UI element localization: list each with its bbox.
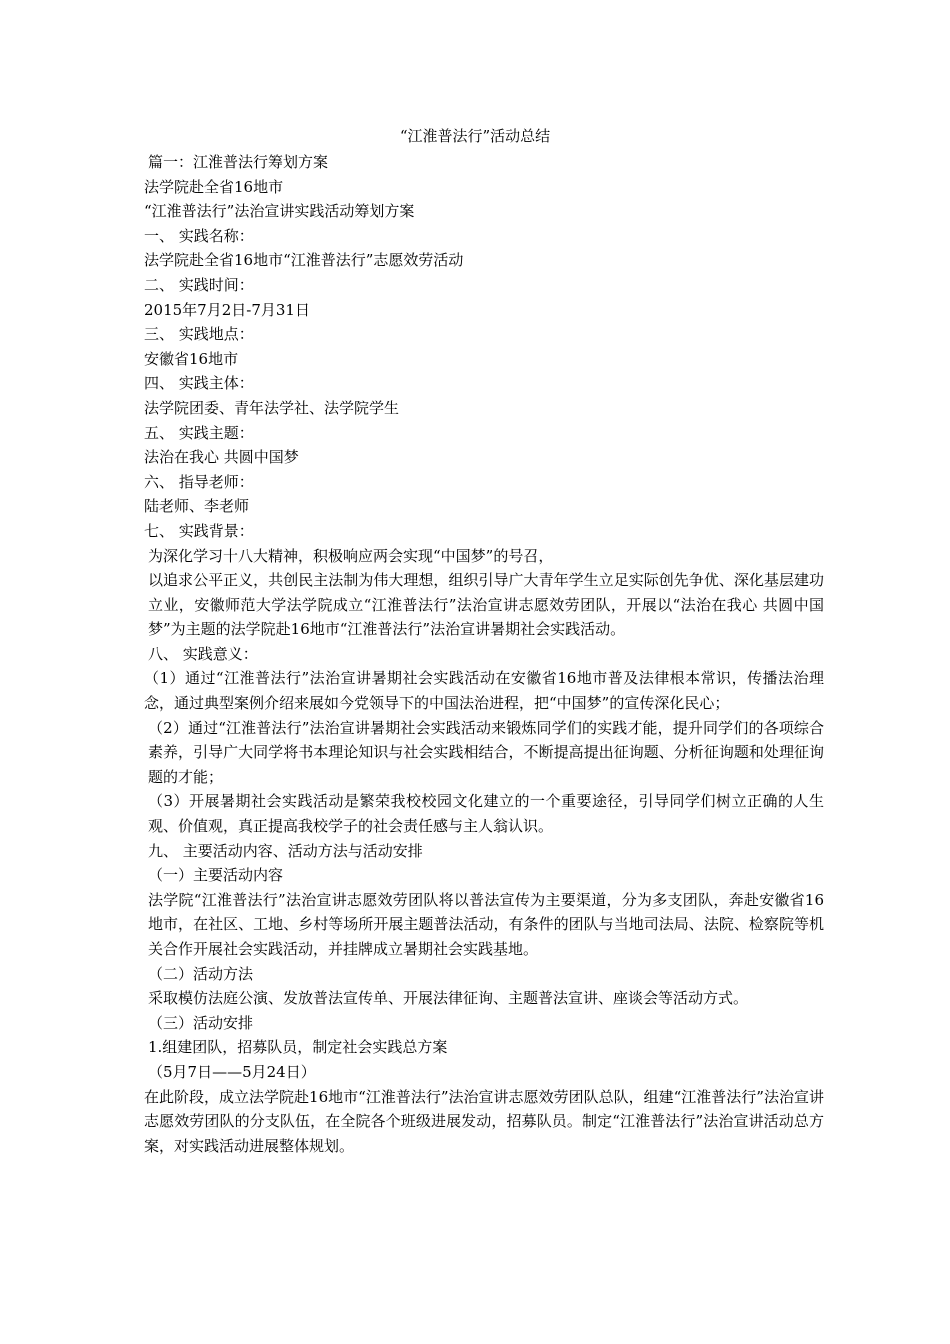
text-line: 采取模仿法庭公演、发放普法宣传单、开展法律征询、主题普法宣讲、座谈会等活动方式。 xyxy=(148,989,749,1008)
text-line: 为深化学习十八大精神，积极响应两会实现“中国梦”的号召， xyxy=(148,546,554,565)
text-line: 法学院赴全省16地市 xyxy=(144,177,284,196)
document-body xyxy=(144,150,824,1158)
document-title: “江淮普法行”活动总结 xyxy=(399,127,551,145)
section-heading: 六、 指导老师： xyxy=(144,472,254,491)
paragraph: 法学院“江淮普法行”法治宣讲志愿效劳团队将以普法宣传为主要渠道，分为多支团队，奔赴安徽省16地市，在社区、工地、乡村等场所开展主题普法活动，有条件的团队与当地司法局、法院、检察院等机关合作开展社会实践活动，并挂牌成立暑期社会实践基地。 xyxy=(148,890,824,958)
paragraph: （1）通过“江淮普法行”法治宣讲暑期社会实践活动在安徽省16地市普及法律根本常识，传播法治理念，通过典型案例介绍来展如今党领导下的中国法治进程，把“中国梦”的宣传深化民心； xyxy=(144,669,824,713)
subsection-heading: （二）活动方法 xyxy=(148,964,254,983)
text-line: （5月7日——5月24日） xyxy=(148,1062,316,1081)
section-heading: 四、 实践主体： xyxy=(144,374,254,393)
text-line: “江淮普法行”法治宣讲实践活动筹划方案 xyxy=(144,202,415,221)
section-heading: 二、 实践时间： xyxy=(144,275,254,294)
paragraph: 在此阶段，成立法学院赴16地市“江淮普法行”法治宣讲志愿效劳团队总队，组建“江淮普法行”法治宣讲志愿效劳团队的分支队伍，在全院各个班级进展发动，招募队员。制定“江淮普法行”法治宣讲活动总方案，对实践活动进展整体规划。 xyxy=(144,1087,824,1155)
section-heading: 五、 实践主题： xyxy=(144,423,254,442)
subsection-heading: （一）主要活动内容 xyxy=(148,866,284,885)
paragraph: 以追求公平正义，共创民主法制为伟大理想，组织引导广大青年学生立足实际创先争优、深化基层建功立业，安徽师范大学法学院成立“江淮普法行”法治宣讲志愿效劳团队，开展以“法治在我心 共圆中国梦”为主题的法学院赴16地市“江淮普法行”法治宣讲暑期社会实践活动。 xyxy=(148,571,824,639)
text-line: 1.组建团队，招募队员，制定社会实践总方案 xyxy=(148,1038,448,1057)
section-heading: 七、 实践背景： xyxy=(144,521,254,540)
paragraph: （2）通过“江淮普法行”法治宣讲暑期社会实践活动来锻炼同学们的实践才能，提升同学们的各项综合素养，引导广大同学将书本理论知识与社会实践相结合，不断提高提出征询题、分析征询题和处理征询题的才能； xyxy=(148,718,824,786)
section-heading: 八、 实践意义： xyxy=(148,644,258,663)
section-heading: 九、 主要活动内容、活动方法与活动安排 xyxy=(148,841,423,860)
text-line: 法学院团委、青年法学社、法学院学生 xyxy=(144,398,400,417)
paragraph: （3）开展暑期社会实践活动是繁荣我校校园文化建立的一个重要途径，引导同学们树立正确的人生观、价值观，真正提高我校学子的社会责任感与主人翁认识。 xyxy=(148,792,824,836)
text-line: 篇一：江淮普法行筹划方案 xyxy=(148,153,329,171)
text-line: 陆老师、李老师 xyxy=(144,497,250,516)
subsection-heading: （三）活动安排 xyxy=(148,1013,254,1032)
text-line: 安徽省16地市 xyxy=(144,349,239,368)
text-line: 2015年7月2日-7月31日 xyxy=(144,300,310,319)
section-heading: 一、 实践名称： xyxy=(144,226,254,245)
section-heading: 三、 实践地点： xyxy=(144,325,254,344)
text-line: 法治在我心 共圆中国梦 xyxy=(144,448,299,467)
text-line: 法学院赴全省16地市“江淮普法行”志愿效劳活动 xyxy=(144,251,464,270)
